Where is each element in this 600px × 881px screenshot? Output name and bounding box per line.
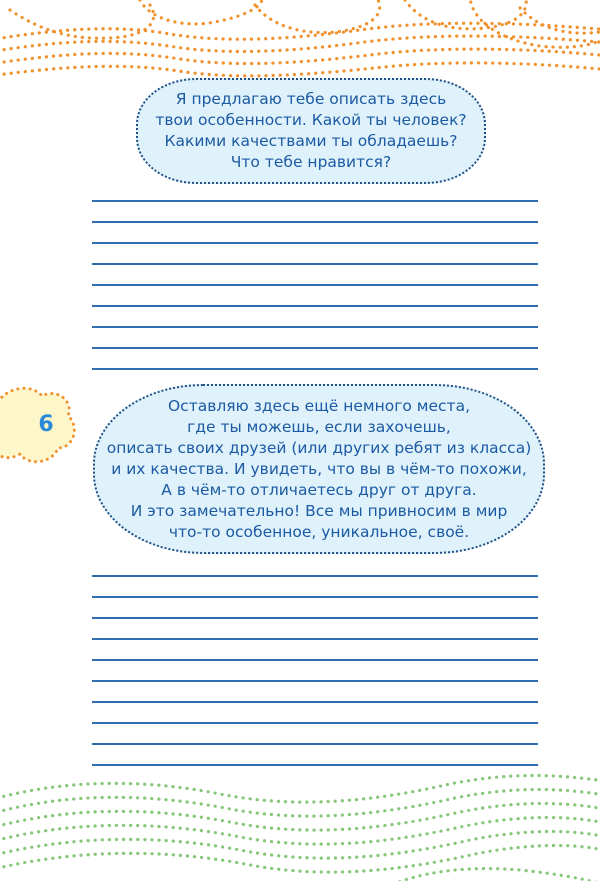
writing-line[interactable]	[92, 368, 538, 370]
writing-lines-bottom[interactable]	[92, 575, 538, 767]
page-number-badge	[0, 382, 80, 466]
prompt-top-line-3: Какими качествами ты обладаешь?	[164, 132, 458, 150]
prompt-middle-line-5: А в чём-то отличаетесь друг от друга.	[161, 480, 477, 499]
prompt-middle-line-6: И это замечательно! Все мы привносим в мир	[130, 501, 508, 520]
writing-line[interactable]	[92, 305, 538, 307]
prompt-bubble-top	[136, 78, 486, 184]
prompt-middle-line-2: где ты можешь, если захочешь,	[187, 417, 451, 436]
prompt-middle-line-3: описать своих друзей (или других ребят из класса)	[106, 438, 532, 457]
writing-line[interactable]	[92, 722, 538, 724]
writing-line[interactable]	[92, 617, 538, 619]
prompt-top-line-4: Что тебе нравится?	[230, 153, 392, 171]
writing-line[interactable]	[92, 680, 538, 682]
writing-line[interactable]	[92, 764, 538, 766]
writing-line[interactable]	[92, 575, 538, 577]
writing-lines-top[interactable]	[92, 200, 538, 372]
writing-line[interactable]	[92, 596, 538, 598]
writing-line[interactable]	[92, 284, 538, 286]
writing-line[interactable]	[92, 200, 538, 202]
writing-line[interactable]	[92, 242, 538, 244]
writing-line[interactable]	[92, 638, 538, 640]
prompt-middle-line-4: и их качества. И увидеть, что вы в чём-то похожи,	[111, 459, 527, 478]
page-number: 6	[38, 411, 54, 437]
prompt-top-line-2: твои особенности. Какой ты человек?	[155, 111, 467, 129]
prompt-middle-line-7: что-то особенное, уникальное, своё.	[168, 522, 470, 541]
writing-line[interactable]	[92, 347, 538, 349]
prompt-top-line-1: Я предлагаю тебе описать здесь	[175, 90, 447, 108]
writing-line[interactable]	[92, 743, 538, 745]
prompt-middle-line-1: Оставляю здесь ещё немного места,	[167, 396, 470, 415]
writing-line[interactable]	[92, 659, 538, 661]
writing-line[interactable]	[92, 326, 538, 328]
bottom-dotted-wave-decoration	[0, 770, 600, 881]
writing-line[interactable]	[92, 701, 538, 703]
writing-line[interactable]	[92, 263, 538, 265]
prompt-bubble-middle	[93, 384, 545, 554]
writing-line[interactable]	[92, 221, 538, 223]
